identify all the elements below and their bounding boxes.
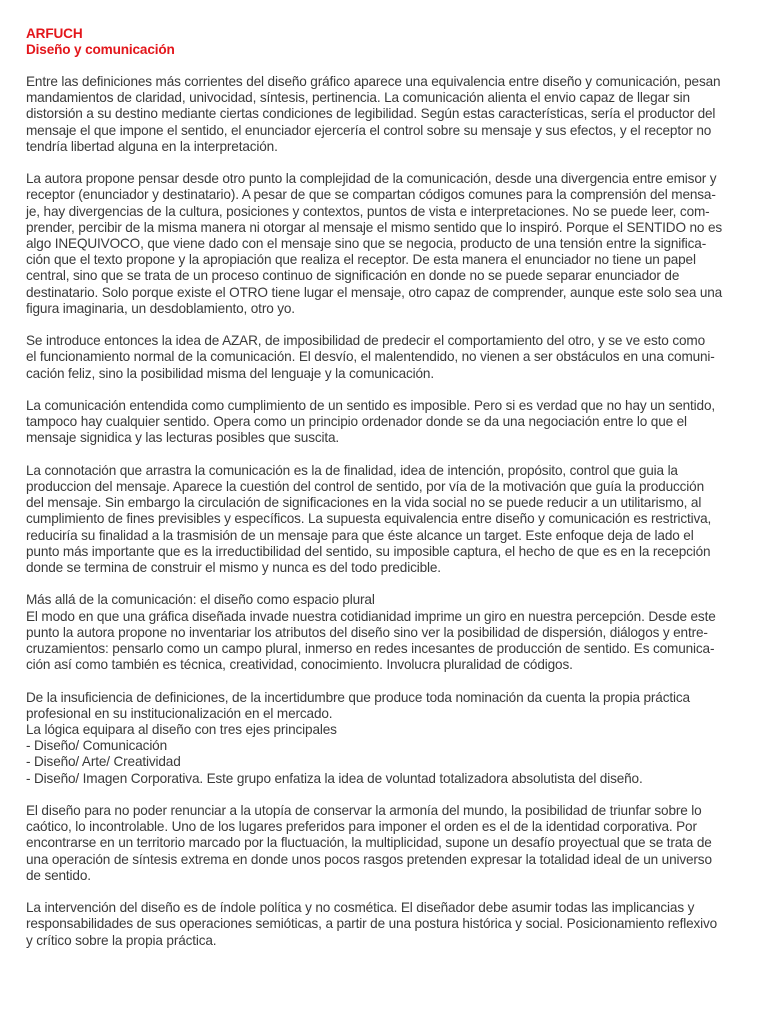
- paragraph-5: La connotación que arrastra la comunicación es la de finalidad, idea de intención, propósito, control que guia la produccion del mensaje. Aparece la cuestión del control de sentido, por vía de la motivación que guía la producción del mensaje. Sin embargo la circulación de significaciones en la vida social no se puede reducir a un utilitarismo, al cumplimiento de fines previsibles y específicos. La supuesta equivalencia entre diseño y comunicación es restrictiva, reduciría su finalidad a la trasmisión de un mensaje para que éste alcance un target. Este enfoque deja de lado el punto más importante que es la irreductibilidad del sentido, su imposible captura, el hecho de que es en la recepción donde se termina de construir el mismo y nunca es del todo predicible.: [26, 462, 712, 576]
- document-title: Diseño y comunicación: [26, 42, 175, 57]
- paragraph-7: De la insuficiencia de definiciones, de la incertidumbre que produce toda nominación da cuenta la propia práctica profesional en su institucionalización en el mercado.: [26, 689, 690, 721]
- paragraph-6: El modo en que una gráfica diseñada invade nuestra cotidianidad imprime un giro en nuestra percepción. Desde este punto la autora propone no inventariar los atributos del diseño sino ver la posibilidad de dispersión, diálogos y entre- cruzamientos: pensarlo como un campo plural, inmerso en redes incesantes de producción de sentido. Es comunica- ción así como también es técnica, creatividad, conocimiento. Involucra pluralidad de códigos.: [26, 608, 716, 673]
- paragraph-8: El diseño para no poder renunciar a la utopía de conservar la armonía del mundo, la posibilidad de triunfar sobre lo caótico, lo incontrolable. Uno de los lugares preferidos para imponer el orden es el de la identidad corporativa. Por encontrarse en un territorio marcado por la fluctuación, la multiplicidad, supone un desafío proyectual que se trata de una operación de síntesis extrema en donde unos pocos rasgos pretenden expresar la totalidad ideal de un universo de sentido.: [26, 803, 712, 883]
- list-item: - Diseño/ Comunicación: [26, 738, 168, 754]
- paragraph-4: La comunicación entendida como cumplimiento de un sentido es imposible. Pero si es verdad que no hay un sentido, tampoco hay cualquier sentido. Opera como un principio ordenador donde se da una negociación entre lo que el mensaje signidica y las lecturas posibles que suscita.: [26, 398, 715, 446]
- document-page: [26, 26, 750, 965]
- section-heading-espacio-plural: Más allá de la comunicación: el diseño como espacio plural: [26, 592, 375, 608]
- paragraph-2: La autora propone pensar desde otro punto la complejidad de la comunicación, desde una divergencia entre emisor y receptor (enunciador y destinatario). A pesar de que se compartan códigos comunes para la comprensión del mensa- je, hay divergencias de la cultura, posiciones y contextos, puntos de vista e interpretaciones. No se puede leer, com- prender, percibir de la misma manera ni otorgar al mensaje el mismo sentido que lo inspiró. Porque el SENTIDO no es algo INEQUIVOCO, que viene dado con el mensaje sino que se negocia, producto de una tensión entre la significa- ción que el texto propone y la apropiación que realiza el receptor. De esta manera el enunciador no tiene un papel central, sino que se trata de un proceso continuo de significación en donde no se puede separar enunciador de destinatario. Solo porque existe el OTRO tiene lugar el mensaje, otro capaz de comprender, aunque este solo sea una figura imaginaria, un desdoblamiento, otro yo.: [26, 171, 723, 316]
- list-intro: La lógica equipara al diseño con tres ejes principales: [26, 722, 337, 738]
- list-item: - Diseño/ Imagen Corporativa. Este grupo enfatiza la idea de voluntad totalizadora absolutista del diseño.: [26, 770, 643, 786]
- paragraph-9: La intervención del diseño es de índole política y no cosmética. El diseñador debe asumir todas las implicancias y responsabilidades de sus operaciones semióticas, a partir de una postura histórica y social. Posicionamiento reflexivo y crítico sobre la propia práctica.: [26, 900, 718, 948]
- author-heading: ARFUCH: [26, 26, 83, 41]
- paragraph-1: Entre las definiciones más corrientes del diseño gráfico aparece una equivalencia entre diseño y comunicación, pesan mandamientos de claridad, univocidad, síntesis, pertinencia. La comunicación alienta el envio capaz de llegar sin distorsión a su destino mediante ciertas condiciones de legibilidad. Según estas características, sería el productor del mensaje el que impone el sentido, el enunciador ejercería el control sobre su mensaje y sus efectos, y el receptor no tendría libertad alguna en la interpretación.: [26, 74, 721, 154]
- list-item: - Diseño/ Arte/ Creatividad: [26, 754, 181, 770]
- paragraph-3: Se introduce entonces la idea de AZAR, de imposibilidad de predecir el comportamiento del otro, y se ve esto como el funcionamiento normal de la comunicación. El desvío, el malentendido, no vienen a ser obstáculos en una comuni- cación feliz, sino la posibilidad misma del lenguaje y la comunicación.: [26, 333, 715, 381]
